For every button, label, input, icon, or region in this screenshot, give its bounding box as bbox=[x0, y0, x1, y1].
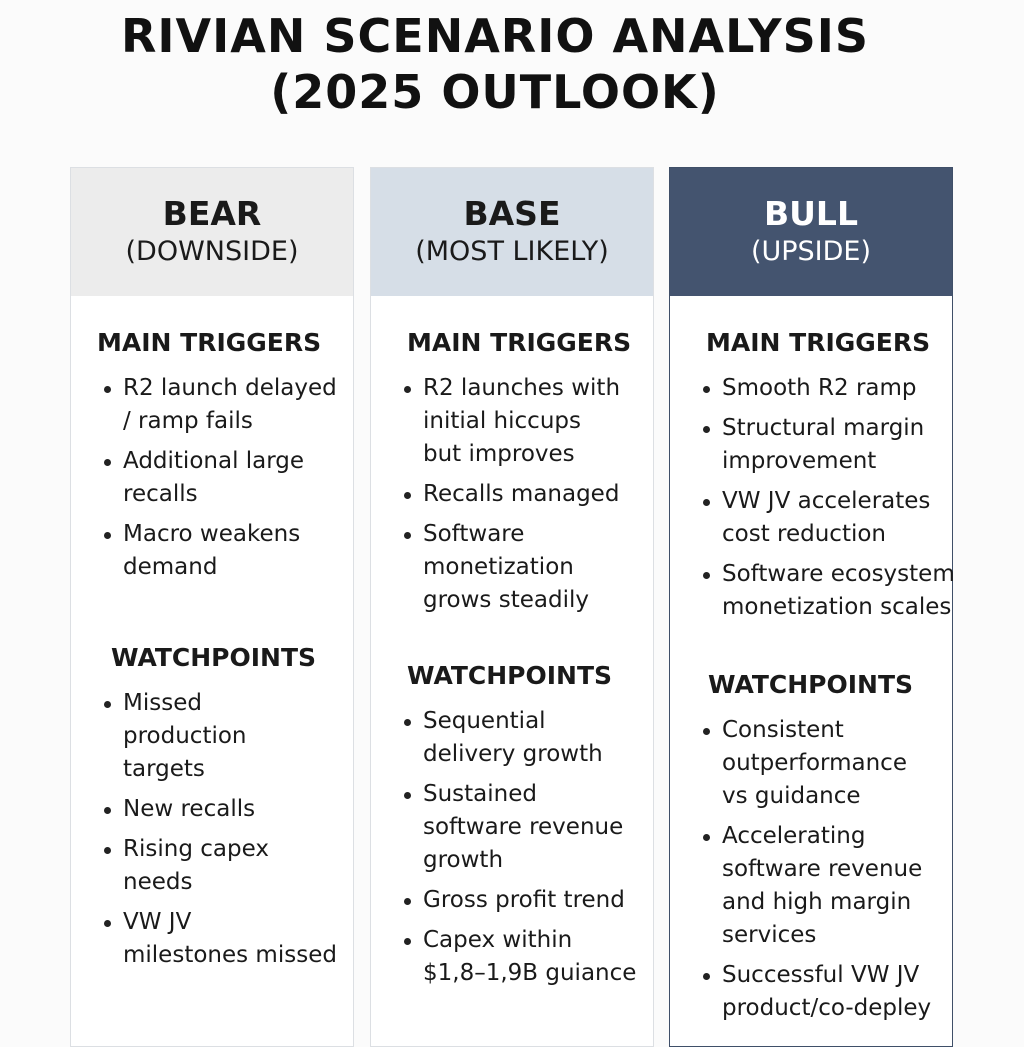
list-item: Sustained software revenue growth bbox=[371, 778, 661, 877]
section-heading: WATCHPOINTS bbox=[407, 661, 613, 690]
watchpoints-list bbox=[371, 705, 661, 990]
watchpoints-section bbox=[71, 643, 361, 979]
list-item: Accelerating software revenue and high margin services bbox=[670, 820, 960, 952]
list-item: Missed production targets bbox=[71, 687, 361, 786]
watchpoints-section bbox=[371, 661, 661, 997]
scenario-column-bull bbox=[669, 167, 953, 1047]
scenario-name: BEAR bbox=[162, 194, 262, 233]
scenario-column-bear bbox=[70, 167, 354, 1047]
section-heading: WATCHPOINTS bbox=[111, 643, 317, 672]
watchpoints-list bbox=[670, 714, 960, 1025]
list-item: Software monetization grows steadily bbox=[371, 518, 661, 617]
scenario-column-base bbox=[370, 167, 654, 1047]
list-item: Structural margin improvement bbox=[670, 412, 960, 478]
list-item: Capex within $1,8–1,9B guiance bbox=[371, 924, 661, 990]
list-item: Gross profit trend bbox=[371, 884, 661, 917]
section-heading: MAIN TRIGGERS bbox=[407, 328, 632, 357]
list-item: Successful VW JV product/co-depley bbox=[670, 959, 960, 1025]
main-triggers-section bbox=[71, 328, 361, 591]
list-item: VW JV milestones missed bbox=[71, 906, 361, 972]
triggers-list bbox=[71, 372, 361, 584]
list-item: New recalls bbox=[71, 793, 361, 826]
list-item: Rising capex needs bbox=[71, 833, 361, 899]
section-heading: WATCHPOINTS bbox=[708, 670, 914, 699]
section-heading: MAIN TRIGGERS bbox=[97, 328, 322, 357]
list-item: Recalls managed bbox=[371, 478, 661, 511]
list-item: R2 launch delayed / ramp fails bbox=[71, 372, 361, 438]
scenario-subtitle: (UPSIDE) bbox=[750, 236, 872, 267]
section-heading: MAIN TRIGGERS bbox=[706, 328, 931, 357]
triggers-list bbox=[670, 372, 960, 624]
list-item: R2 launches with initial hiccups but improves bbox=[371, 372, 661, 471]
main-triggers-section bbox=[371, 328, 661, 624]
list-item: VW JV accelerates cost reduction bbox=[670, 485, 960, 551]
list-item: Smooth R2 ramp bbox=[670, 372, 960, 405]
scenario-subtitle: (DOWNSIDE) bbox=[125, 236, 299, 267]
list-item: Additional large recalls bbox=[71, 445, 361, 511]
scenario-name: BULL bbox=[763, 194, 858, 233]
triggers-list bbox=[371, 372, 661, 617]
scenario-subtitle: (MOST LIKELY) bbox=[415, 236, 609, 267]
column-header bbox=[670, 168, 952, 296]
column-header bbox=[71, 168, 353, 296]
scenario-name: BASE bbox=[463, 194, 561, 233]
watchpoints-section bbox=[670, 670, 960, 1032]
list-item: Macro weakens demand bbox=[71, 518, 361, 584]
list-item: Sequential delivery growth bbox=[371, 705, 661, 771]
list-item: Software ecosystem monetization scales bbox=[670, 558, 960, 624]
page-title: RIVIAN SCENARIO ANALYSIS (2025 OUTLOOK) bbox=[121, 9, 869, 119]
main-triggers-section bbox=[670, 328, 960, 631]
column-header bbox=[371, 168, 653, 296]
watchpoints-list bbox=[71, 687, 361, 972]
list-item: Consistent outperformance vs guidance bbox=[670, 714, 960, 813]
